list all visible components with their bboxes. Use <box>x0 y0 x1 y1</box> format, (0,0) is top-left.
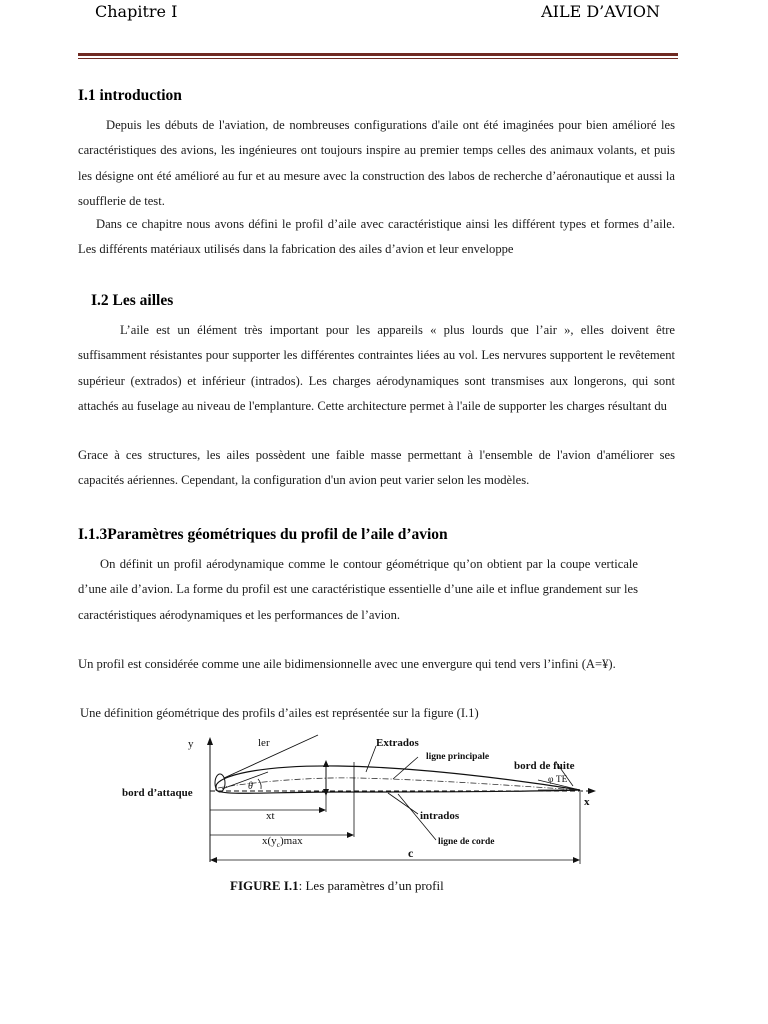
section-heading-introduction: I.1 introduction <box>78 87 182 104</box>
chord-length-label: c <box>408 846 414 860</box>
theta-arc <box>258 779 261 789</box>
header-rule-thin <box>78 58 678 59</box>
introduction-paragraph-1: Depuis les débuts de l'aviation, de nombreuses configurations d'aile ont été imaginées pour bien amélioré les caractéristiques des avions, les ingénieures ont toujours inspire au premier temps celles des animaux volants, et puis les désigne ont été amélioré au fur et au mesure avec la construction des labos de recherche d’aéronautique et aussi la soufflerie de test. <box>78 118 675 208</box>
parametres-paragraph-3: Une définition géométrique des profils d’ailes est représentée sur la figure (I.1) <box>80 706 479 720</box>
intrados-label: intrados <box>420 810 460 822</box>
page-header <box>95 2 660 26</box>
x-axis-arrow <box>588 788 596 794</box>
chord-arrow-left <box>210 857 217 863</box>
extrados-label: Extrados <box>376 737 419 749</box>
parametres-paragraph-1: On définit un profil aérodynamique comme le contour géométrique qu’on obtient par la coupe verticale d’une aile d’avion. La forme du profil est une caractéristique essentielle d’une aile et influe grandement sur les caractéristiques aérodynamiques et les performances de l’avion. <box>78 557 638 622</box>
trailing-edge-label: bord de fuite <box>514 760 575 772</box>
chord-line-label: ligne de corde <box>438 837 495 847</box>
xyc-max-label: $x(y_c)\max$ <box>262 835 303 849</box>
section-heading-parametres: I.1.3Paramètres géométriques du profil de l’aile d’avion <box>78 526 448 543</box>
xyc-arrow <box>347 832 354 838</box>
figure-caption <box>230 878 444 894</box>
introduction-paragraph-2: Dans ce chapitre nous avons défini le profil d’aile avec caractéristique ainsi les différent types et formes d’aile. Les différents matériaux utilisés dans la fabrication des ailes d’avion et leur enveloppe <box>78 217 675 257</box>
chapter-label: Chapitre I <box>95 2 178 21</box>
intrados-leader <box>388 793 418 814</box>
y-axis-arrow <box>207 737 213 745</box>
leading-edge-circle <box>215 774 225 792</box>
phi-te-label: φ TE <box>548 775 568 785</box>
theta-label: θ <box>248 781 253 792</box>
chord-arrow-right <box>573 857 580 863</box>
ler-label: ler <box>258 737 270 749</box>
x-label: x <box>584 796 590 808</box>
airfoil-figure <box>118 732 618 877</box>
mean-camber-line <box>218 778 580 790</box>
chapter-title: AILE D’AVION <box>541 2 660 21</box>
extrados-leader <box>366 746 376 772</box>
header-rule-thick <box>78 53 678 56</box>
mean-line-label: ligne principale <box>426 752 490 762</box>
ler-line <box>224 735 318 778</box>
section-heading-ailes: I.2 Les ailles <box>91 292 174 309</box>
figure-caption-label: FIGURE I.1 <box>230 878 299 893</box>
leading-edge-label: bord d’attaque <box>122 787 193 799</box>
y-label: y <box>188 738 194 750</box>
figure-caption-text: : Les paramètres d’un profil <box>298 878 444 893</box>
thickness-arrow-head-top <box>323 760 329 767</box>
parametres-paragraph-2: Un profil est considérée comme une aile bidimensionnelle avec une envergure qui tend vers l’infini (A=¥). <box>78 657 616 671</box>
xt-label: xt <box>266 810 275 822</box>
ailes-paragraph-1: L’aile est un élément très important pour les appareils « plus lourds que l’air », elles doivent être suffisamment résistantes pour supporter les différentes contraintes liées au vol. Les nervures supportent le revêtement supérieur (extrados) et inférieur (intrados). Les charges aérodynamiques sont transmises aux longerons, qui sont attachés au fuselage au niveau de l'emplanture. Cette architecture permet à l'aile de supporter les charges résultant du <box>78 323 675 413</box>
ailes-paragraph-2: Grace à ces structures, les ailes possèdent une faible masse permettant à l'ensemble de l'avion d'améliorer ses capacités aériennes. Cependant, la configuration d'un avion peut varier selon les modèles. <box>78 448 675 488</box>
xt-arrow <box>319 807 326 813</box>
